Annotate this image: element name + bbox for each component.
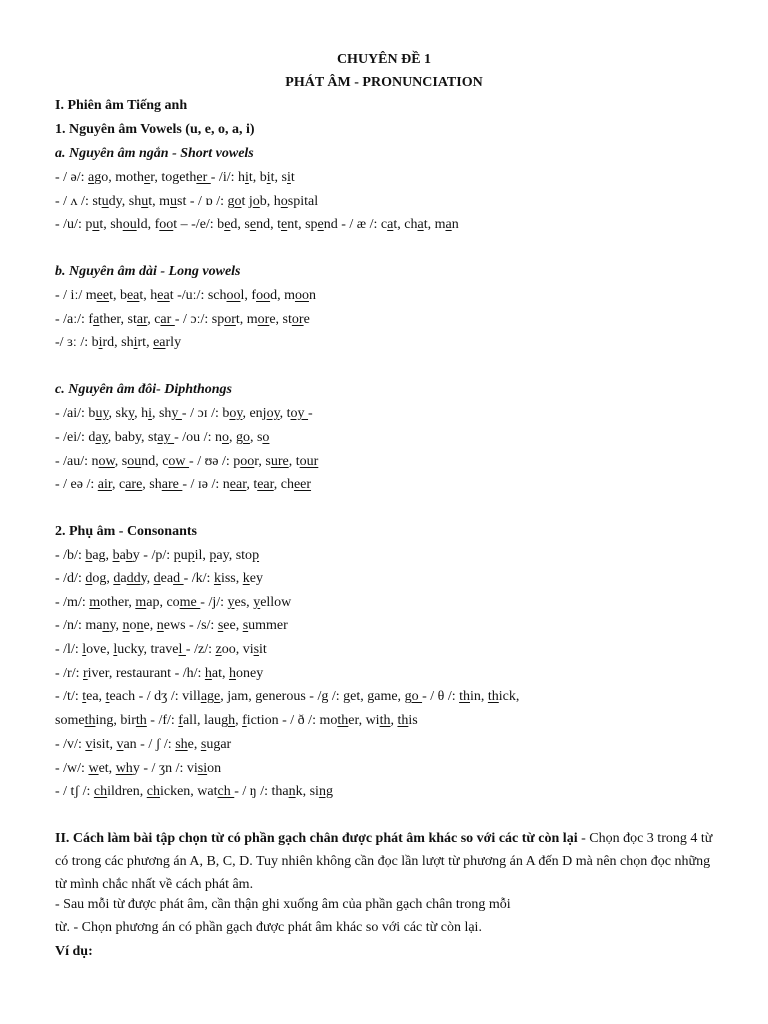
underlined-sound: ee xyxy=(96,288,110,303)
section-2-line: từ. - Chọn phương án có phần gạch được phát âm khác so với các từ còn lại. xyxy=(55,920,482,935)
underlined-sound: e xyxy=(224,217,231,232)
document-subtitle: PHÁT ÂM - PRONUNCIATION xyxy=(285,75,483,90)
underlined-sound: d xyxy=(113,571,121,586)
underlined-sound: ar xyxy=(136,312,148,327)
underlined-sound: oo xyxy=(294,288,309,303)
underlined-sound: d xyxy=(85,571,93,586)
long-vowel-line: - /aː/: father, star, car - / ɔː/: sport, more, store xyxy=(55,312,310,327)
underlined-sound: n xyxy=(136,618,144,633)
underlined-sound: a xyxy=(93,312,100,327)
underlined-sound: ch xyxy=(93,784,108,799)
consonant-line: - /v/: visit, van - / ʃ /: she, sugar xyxy=(55,737,232,752)
example-label: Ví dụ: xyxy=(55,944,93,959)
underlined-sound: ea xyxy=(126,288,140,303)
underlined-sound: t xyxy=(105,689,110,704)
underlined-sound: a xyxy=(445,217,452,232)
underlined-sound: ou xyxy=(122,217,137,232)
underlined-sound: r xyxy=(83,666,88,681)
consonant-line: - /r/: river, restaurant - /h/: hat, honey xyxy=(55,666,264,681)
underlined-sound: a xyxy=(387,217,394,232)
diphthong-line: - /ai/: buy, sky, hi, shy - / ɔɪ /: boy, enjoy, toy - xyxy=(55,406,313,421)
underlined-sound: ear xyxy=(229,477,247,492)
underlined-sound: n xyxy=(122,618,130,633)
underlined-sound: ar xyxy=(160,312,175,327)
underlined-sound: eer xyxy=(293,477,312,492)
consonant-line: - /t/: tea, teach - / dʒ /: village, jam, generous - /g /: get, game, go - / θ /: thin, thick, xyxy=(55,689,520,704)
underlined-sound: e xyxy=(144,170,151,185)
underlined-sound: y xyxy=(127,406,135,421)
underlined-sound: ea xyxy=(153,335,166,350)
underlined-sound: i xyxy=(266,170,271,185)
underlined-sound: ng xyxy=(318,784,333,799)
underlined-sound: ear xyxy=(257,477,274,492)
underlined-sound: i xyxy=(133,335,138,350)
underlined-sound: s xyxy=(200,737,207,752)
underlined-sound: g xyxy=(367,689,375,704)
underlined-sound: y xyxy=(253,595,261,610)
underlined-sound: e xyxy=(317,217,324,232)
underlined-sound: p xyxy=(173,548,181,563)
diphthong-line: - / eə /: air, care, share - / ɪə /: near, tear, cheer xyxy=(55,477,312,492)
underlined-sound: or xyxy=(224,312,236,327)
underlined-sound: a xyxy=(88,170,95,185)
underlined-sound: f xyxy=(242,713,247,728)
underlined-sound: n xyxy=(288,784,296,799)
underlined-sound: v xyxy=(85,737,93,752)
underlined-sound: air xyxy=(97,477,112,492)
section-2-line: - Sau mỗi từ được phát âm, cần thận ghi xuống âm của phần gạch chân trong mỗi xyxy=(55,897,511,912)
underlined-sound: a xyxy=(417,217,424,232)
underlined-sound: oy xyxy=(266,406,280,421)
consonant-line: - /l/: love, lucky, travel - /z/: zoo, visit xyxy=(55,642,267,657)
underlined-sound: g xyxy=(343,689,351,704)
underlined-sound: ay xyxy=(95,430,108,445)
long-vowels-heading: b. Nguyên âm dài - Long vowels xyxy=(55,264,241,279)
underlined-sound: h xyxy=(204,666,212,681)
underlined-sound: o xyxy=(221,430,229,445)
long-vowel-line: -/ ɜː /: bird, shirt, early xyxy=(55,335,182,350)
underlined-sound: p xyxy=(209,548,217,563)
underlined-sound: th xyxy=(135,713,147,728)
underlined-sound: ch xyxy=(217,784,235,799)
underlined-sound: t xyxy=(82,689,87,704)
underlined-sound: s xyxy=(217,618,224,633)
underlined-sound: m xyxy=(135,595,147,610)
consonant-line: - /d/: dog, daddy, dead - /k/: kiss, key xyxy=(55,571,263,586)
underlined-sound: are xyxy=(161,477,183,492)
consonant-line: - /m/: mother, map, come - /j/: yes, yellow xyxy=(55,595,292,610)
underlined-sound: b xyxy=(125,548,133,563)
consonant-line: - /b/: bag, baby - /p/: pupil, pay, stop xyxy=(55,548,260,563)
underlined-sound: i xyxy=(148,406,152,421)
underlined-sound: our xyxy=(299,454,319,469)
underlined-sound: oo xyxy=(159,217,174,232)
underlined-sound: f xyxy=(178,713,183,728)
underlined-sound: or xyxy=(291,312,304,327)
section-2-paragraph xyxy=(55,827,715,896)
underlined-sound: oo xyxy=(226,288,241,303)
short-vowel-line: - /u/: put, should, foot – -/e/: bed, send, tent, spend - / æ /: cat, chat, man xyxy=(55,217,459,232)
underlined-sound: uy xyxy=(95,406,109,421)
underlined-sound: i xyxy=(98,335,103,350)
underlined-sound: are xyxy=(125,477,143,492)
underlined-sound: d xyxy=(173,571,184,586)
document-title: CHUYÊN ĐỀ 1 xyxy=(336,52,432,67)
underlined-sound: n xyxy=(102,618,110,633)
vowels-heading: 1. Nguyên âm Vowels (u, e, o, a, i) xyxy=(55,122,255,137)
short-vowel-line: - / ə/: ago, mother, together - /i/: hit, bit, sit xyxy=(55,170,295,185)
consonant-line: - / tʃ /: children, chicken, watch - / ŋ /: thank, sing xyxy=(55,784,333,799)
underlined-sound: k xyxy=(242,571,250,586)
diphthong-line: - /ei/: day, baby, stay - /ou /: no, go, so xyxy=(55,430,270,445)
consonants-heading: 2. Phụ âm - Consonants xyxy=(55,524,197,539)
underlined-sound: sh xyxy=(175,737,188,752)
section-2-heading: II. Cách làm bài tập chọn từ có phần gạch chân được phát âm khác so với các từ còn lại xyxy=(55,831,578,846)
underlined-sound: oo xyxy=(256,288,271,303)
underlined-sound: s xyxy=(242,618,249,633)
underlined-sound: k xyxy=(213,571,221,586)
underlined-sound: l xyxy=(113,642,118,657)
underlined-sound: age xyxy=(200,689,221,704)
consonant-line: - /n/: many, none, news - /s/: see, summer xyxy=(55,618,288,633)
underlined-sound: go xyxy=(404,689,423,704)
underlined-sound: p xyxy=(252,548,260,563)
underlined-sound: o xyxy=(280,194,288,209)
underlined-sound: y xyxy=(171,406,182,421)
underlined-sound: i xyxy=(245,170,249,185)
underlined-sound: wh xyxy=(115,761,133,776)
underlined-sound: m xyxy=(89,595,101,610)
diphthong-line: - /au/: now, sound, cow - / ʊə /: poor, sure, tour xyxy=(55,454,319,469)
underlined-sound: u xyxy=(170,194,177,209)
underlined-sound: ay xyxy=(157,430,175,445)
underlined-sound: ure xyxy=(270,454,289,469)
underlined-sound: w xyxy=(88,761,99,776)
underlined-sound: v xyxy=(116,737,124,752)
underlined-sound: d xyxy=(153,571,161,586)
underlined-sound: gh xyxy=(221,713,236,728)
underlined-sound: ou xyxy=(127,454,142,469)
underlined-sound: oy xyxy=(229,406,243,421)
underlined-sound: z xyxy=(215,642,222,657)
underlined-sound: th xyxy=(337,713,349,728)
underlined-sound: n xyxy=(156,618,164,633)
underlined-sound: th xyxy=(379,713,391,728)
underlined-sound: th xyxy=(397,713,409,728)
underlined-sound: th xyxy=(84,713,96,728)
underlined-sound: ea xyxy=(157,288,170,303)
section-2-instructions: - Chọn đọc 3 trong 4 từ có trong các phương án A, B, C, D. Tuy nhiên không cần đọc lần lượt từ phương án A đến D mà nên chọn đọc những từ mình chắc nhất về cách phát âm. xyxy=(55,831,713,892)
short-vowels-heading: a. Nguyên âm ngắn - Short vowels xyxy=(55,146,254,161)
underlined-sound: ch xyxy=(146,784,160,799)
short-vowel-line: - / ʌ /: study, shut, must - / ɒ /: got job, hospital xyxy=(55,194,319,209)
underlined-sound: or xyxy=(257,312,270,327)
diphthongs-heading: c. Nguyên âm đôi- Diphthongs xyxy=(55,382,232,397)
underlined-sound: me xyxy=(179,595,201,610)
underlined-sound: oy xyxy=(290,406,309,421)
underlined-sound: dd xyxy=(126,571,141,586)
underlined-sound: e xyxy=(249,217,257,232)
underlined-sound: u xyxy=(92,217,100,232)
underlined-sound: i xyxy=(287,170,291,185)
underlined-sound: h xyxy=(229,666,237,681)
underlined-sound: u xyxy=(141,194,149,209)
underlined-sound: th xyxy=(459,689,470,704)
underlined-sound: ow xyxy=(168,454,190,469)
underlined-sound: l xyxy=(82,642,87,657)
underlined-sound: o xyxy=(262,430,270,445)
underlined-sound: b xyxy=(85,548,93,563)
section-1-heading: I. Phiên âm Tiếng anh xyxy=(55,98,188,113)
underlined-sound: oo xyxy=(240,454,255,469)
underlined-sound: si xyxy=(197,761,208,776)
long-vowel-line: - / iː/ meet, beat, heat -/uː/: school, food, moon xyxy=(55,288,316,303)
underlined-sound: u xyxy=(101,194,109,209)
underlined-sound: th xyxy=(487,689,499,704)
consonant-line: - /w/: wet, why - / ʒn /: vision xyxy=(55,761,222,776)
underlined-sound: y xyxy=(227,595,235,610)
underlined-sound: p xyxy=(187,548,195,563)
underlined-sound: e xyxy=(280,217,288,232)
underlined-sound: o xyxy=(252,194,260,209)
underlined-sound: s xyxy=(253,642,260,657)
underlined-sound: l xyxy=(178,642,186,657)
underlined-sound: b xyxy=(112,548,120,563)
underlined-sound: er xyxy=(196,170,211,185)
underlined-sound: o xyxy=(242,430,250,445)
underlined-sound: o xyxy=(234,194,242,209)
underlined-sound: ow xyxy=(98,454,115,469)
consonant-line: something, birth - /f/: fall, laugh, fiction - / ð /: mother, with, this xyxy=(55,713,418,728)
